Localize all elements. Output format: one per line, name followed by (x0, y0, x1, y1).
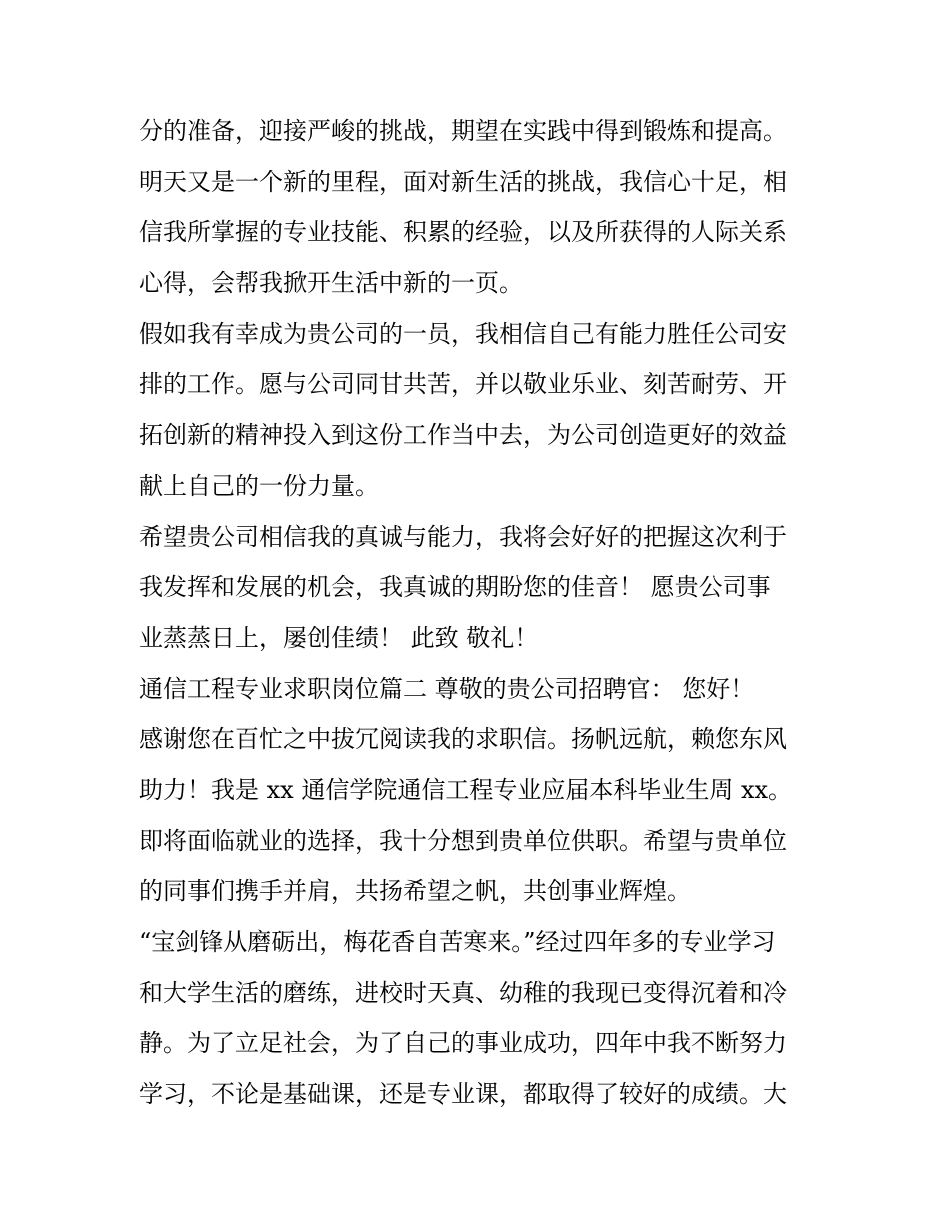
text-line: 学习，不论是基础课，还是专业课，都取得了较好的成绩。大 (139, 1080, 787, 1109)
text-line: “宝剑锋从磨砺出，梅花香自苦寒来。”经过四年多的专业学习 (139, 928, 776, 956)
text-line: 我发挥和发展的机会，我真诚的期盼您的佳音！ 愿贵公司事 (139, 573, 771, 602)
text-line: 献上自己的一份力量。 (139, 471, 379, 500)
text-line: 排的工作。愿与公司同甘共苦，并以敬业乐业、刻苦耐劳、开 (139, 370, 787, 399)
text-line: 分的准备，迎接严峻的挑战，期望在实践中得到锻炼和提高。 (139, 117, 787, 145)
text-line: 和大学生活的磨练，进校时天真、幼稚的我现已变得沉着和冷 (139, 978, 787, 1007)
text-line: 假如我有幸成为贵公司的一员，我相信自己有能力胜任公司安 (139, 319, 787, 348)
text-line: 感谢您在百忙之中拔冗阅读我的求职信。扬帆远航，赖您东风 (139, 725, 787, 754)
text-line: 信我所掌握的专业技能、积累的经验，以及所获得的人际关系 (139, 218, 787, 247)
body-text (139, 106, 819, 1120)
text-line: 的同事们携手并肩，共扬希望之帆，共创事业辉煌。 (139, 877, 691, 906)
text-line: 希望贵公司相信我的真诚与能力，我将会好好的把握这次利于 (139, 522, 787, 551)
text-line: 业蒸蒸日上，屡创佳绩！ 此致 敬礼！ (139, 623, 539, 652)
text-line: 通信工程专业求职岗位篇二 尊敬的贵公司招聘官： 您好！ (139, 674, 755, 703)
text-line: 助力！我是 xx 通信学院通信工程专业应届本科毕业生周 xx。 (139, 775, 793, 804)
text-line: 拓创新的精神投入到这份工作当中去，为公司创造更好的效益 (139, 421, 787, 450)
text-line: 心得，会帮我掀开生活中新的一页。 (139, 269, 523, 298)
text-line: 即将面临就业的选择，我十分想到贵单位供职。希望与贵单位 (139, 826, 787, 855)
text-line: 明天又是一个新的里程，面对新生活的挑战，我信心十足，相 (139, 167, 787, 196)
text-line: 静。为了立足社会，为了自己的事业成功，四年中我不断努力 (139, 1029, 787, 1058)
